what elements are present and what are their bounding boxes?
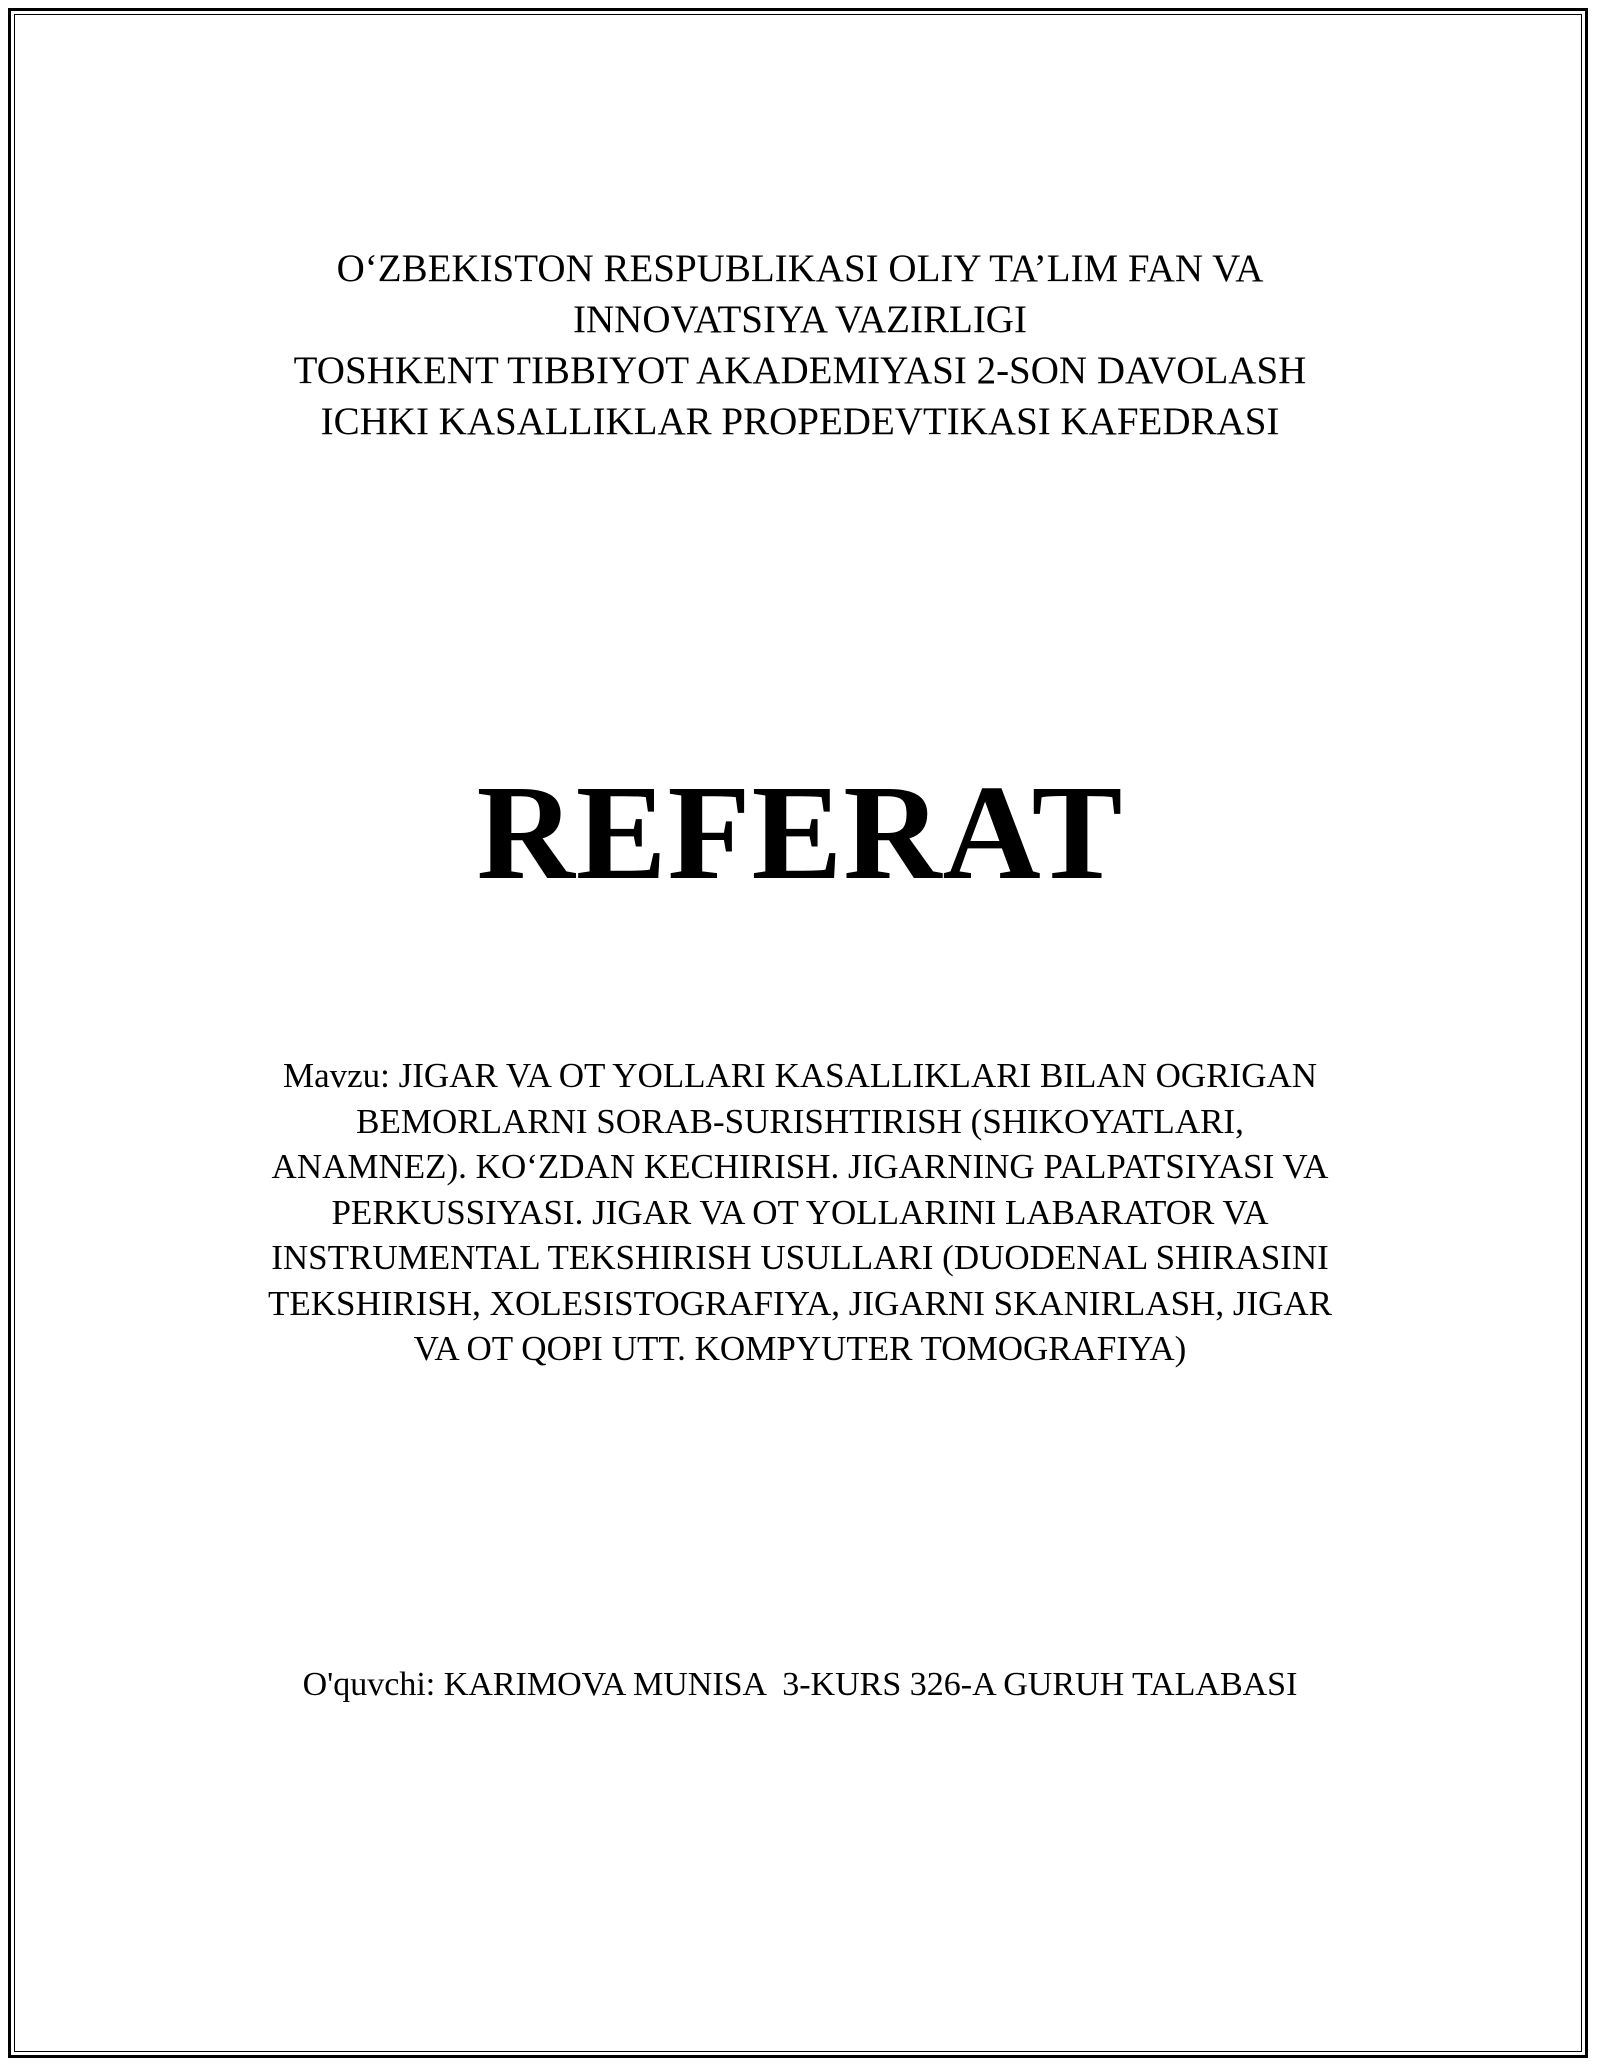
- student-info: O'quvchi: KARIMOVA MUNISA 3-KURS 326-A GURUH TALABASI: [302, 1666, 1298, 1703]
- topic-line: TEKSHIRISH, XOLESISTOGRAFIYA, JIGARNI SKANIRLASH, JIGAR: [268, 1283, 1332, 1323]
- header-line: TOSHKENT TIBBIYOT AKADEMIYASI 2-SON DAVOLASH: [293, 349, 1307, 392]
- topic-line: INSTRUMENTAL TEKSHIRISH USULLARI (DUODENAL SHIRASINI: [271, 1238, 1329, 1277]
- topic-line: BEMORLARNI SORAB-SURISHTIRISH (SHIKOYATLARI,: [356, 1101, 1244, 1141]
- institution-header: [0, 243, 1600, 447]
- header-line: INNOVATSIYA VAZIRLIGI: [573, 298, 1027, 341]
- header-line: ICHKI KASALLIKLAR PROPEDEVTIKASI KAFEDRASI: [320, 400, 1280, 443]
- header-line: O‘ZBEKISTON RESPUBLIKASI OLIY TA’LIM FAN VA: [336, 247, 1264, 290]
- topic-line: Mavzu: JIGAR VA OT YOLLARI KASALLIKLARI BILAN OGRIGAN: [282, 1056, 1318, 1095]
- topic-paragraph: [0, 1053, 1600, 1372]
- topic-line: PERKUSSIYASI. JIGAR VA OT YOLLARINI LABARATOR VA: [331, 1192, 1269, 1232]
- topic-line: ANAMNEZ). KO‘ZDAN KECHIRISH. JIGARNING PALPATSIYASI VA: [271, 1147, 1329, 1186]
- document-title: REFERAT: [476, 758, 1124, 908]
- topic-line: VA OT QOPI UTT. KOMPYUTER TOMOGRAFIYA): [413, 1329, 1187, 1368]
